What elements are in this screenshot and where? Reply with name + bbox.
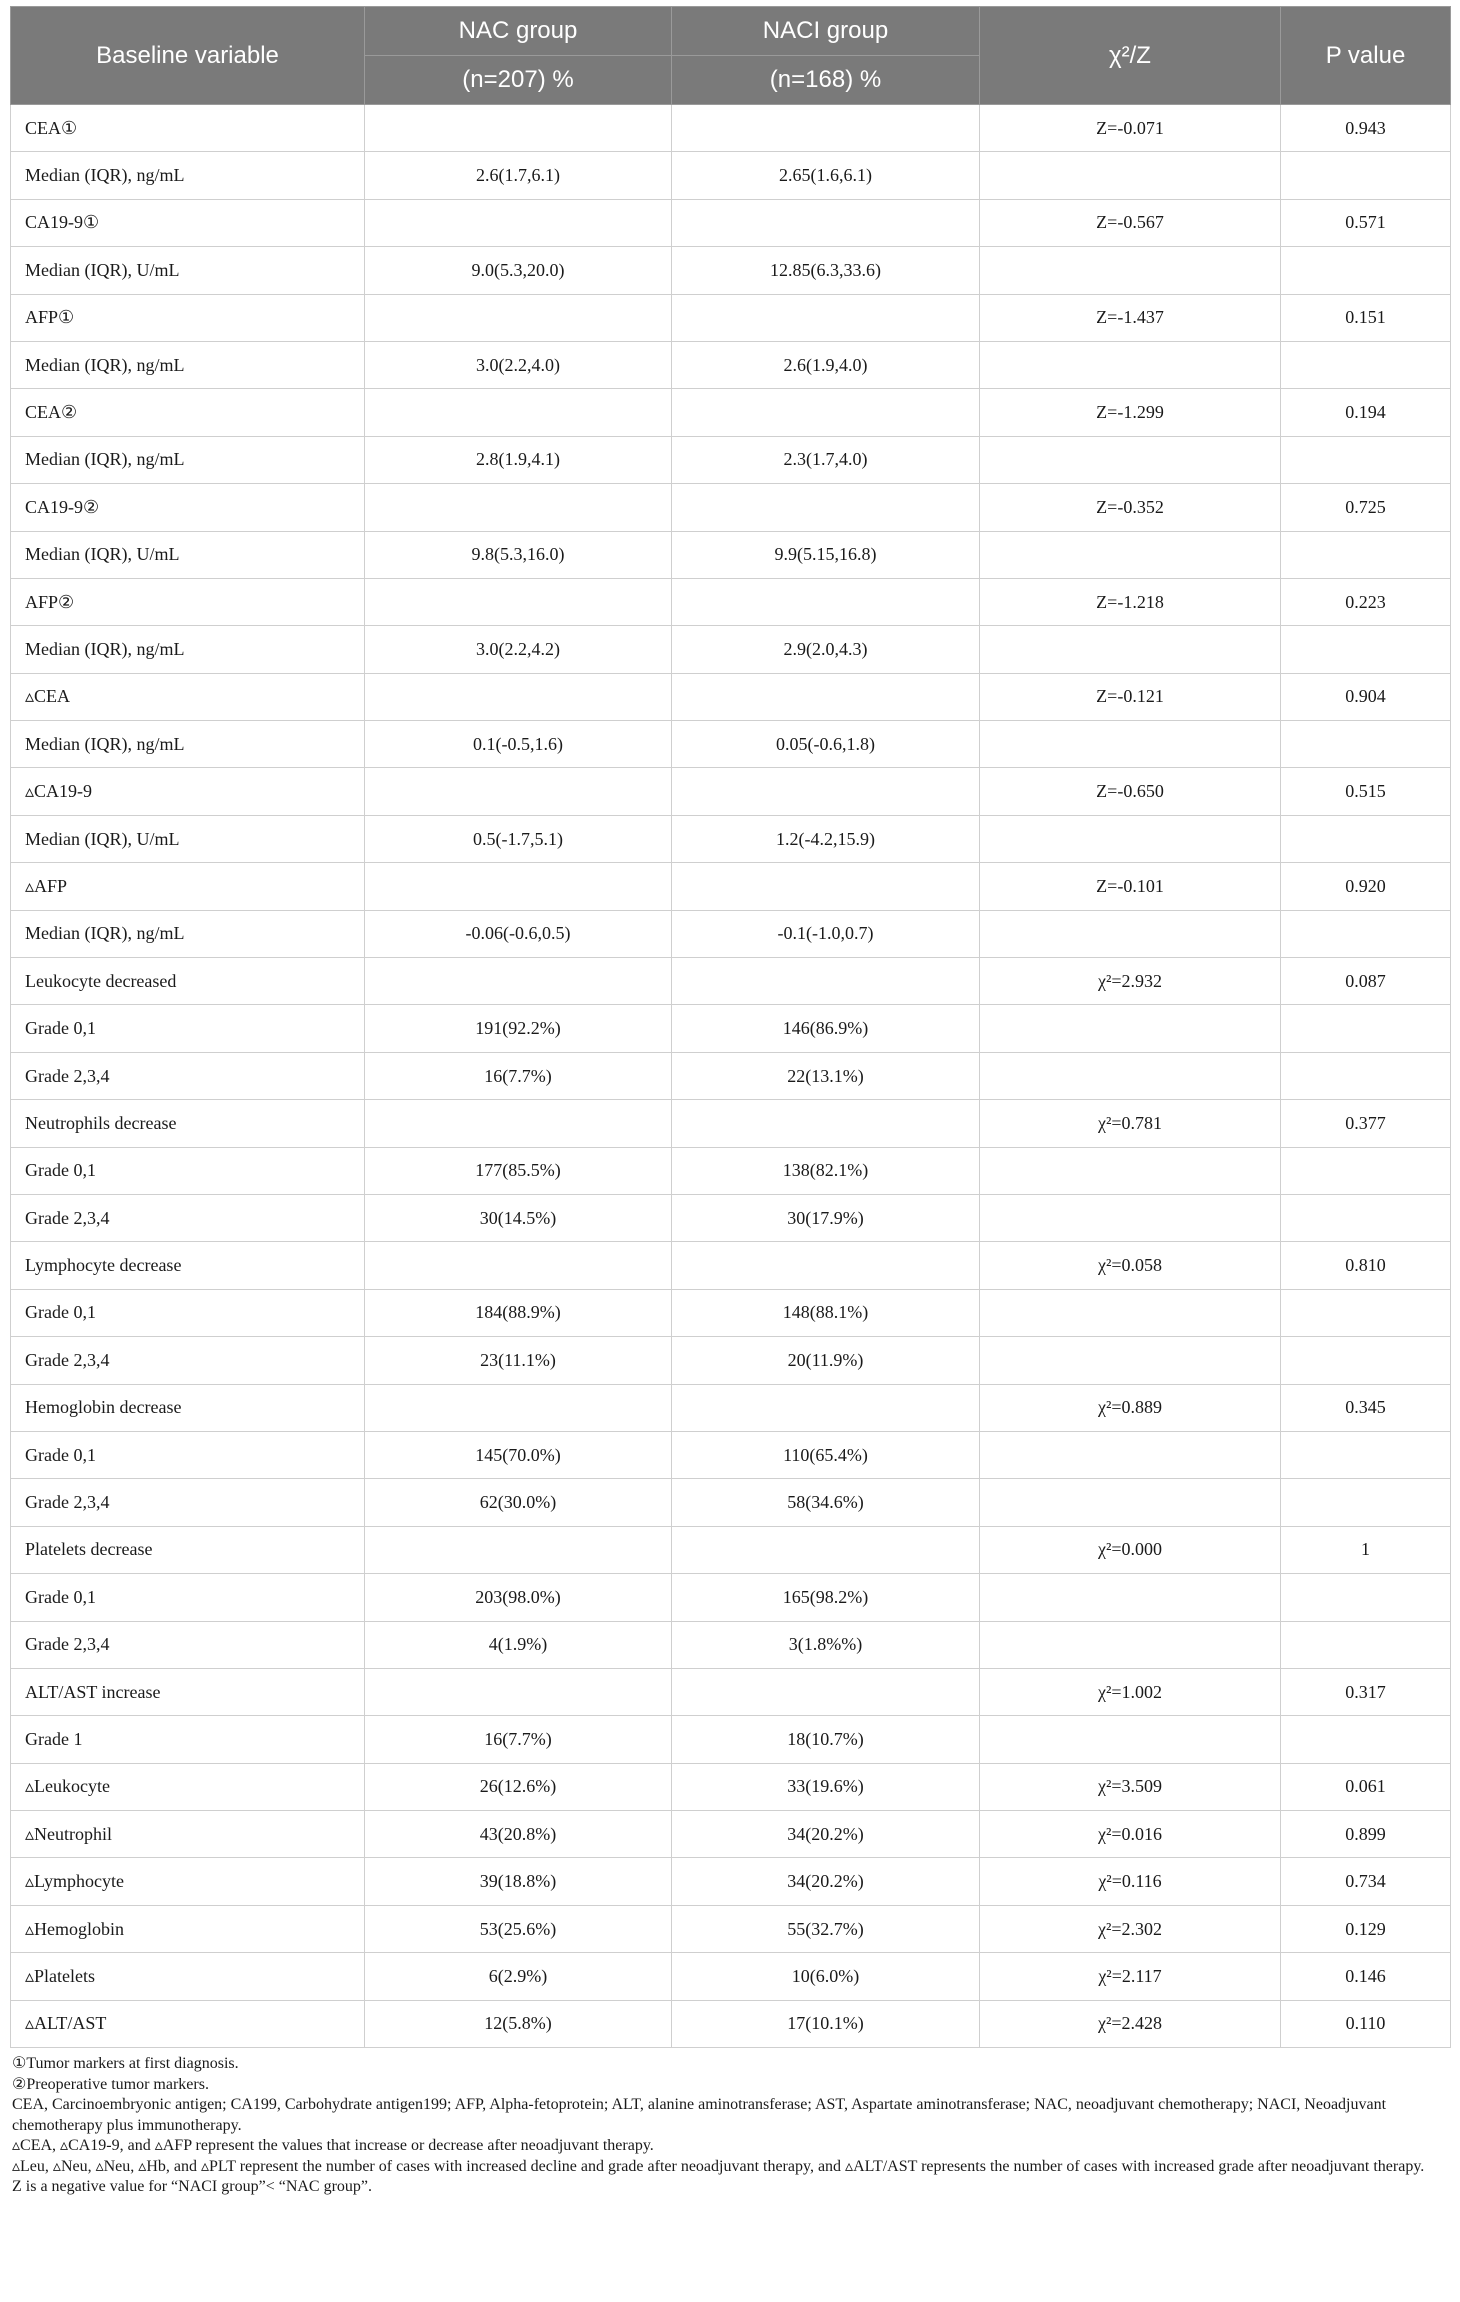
cell-naci: 10(6.0%) — [672, 1953, 980, 2000]
cell-p-value — [1281, 1431, 1451, 1478]
table-row — [11, 1005, 1451, 1052]
cell-p-value: 0.087 — [1281, 958, 1451, 1005]
cell-p-value: 0.061 — [1281, 1763, 1451, 1810]
cell-variable: Grade 0,1 — [11, 1574, 365, 1621]
cell-statistic: Z=-0.352 — [980, 484, 1281, 531]
table-row — [11, 436, 1451, 483]
cell-p-value: 0.377 — [1281, 1100, 1451, 1147]
header-naci-group: NACI group — [672, 7, 980, 56]
baseline-table — [10, 6, 1451, 2048]
cell-p-value: 0.223 — [1281, 578, 1451, 625]
table-row — [11, 1526, 1451, 1573]
cell-statistic: χ²=0.889 — [980, 1384, 1281, 1431]
cell-naci: 2.6(1.9,4.0) — [672, 341, 980, 388]
cell-p-value — [1281, 626, 1451, 673]
cell-statistic — [980, 1479, 1281, 1526]
table-row — [11, 1953, 1451, 2000]
cell-nac: 53(25.6%) — [365, 1905, 672, 1952]
cell-nac: 203(98.0%) — [365, 1574, 672, 1621]
cell-variable: Median (IQR), U/mL — [11, 531, 365, 578]
cell-p-value: 0.194 — [1281, 389, 1451, 436]
cell-nac — [365, 863, 672, 910]
cell-statistic: Z=-0.101 — [980, 863, 1281, 910]
cell-variable: ▵Hemoglobin — [11, 1905, 365, 1952]
cell-p-value: 0.345 — [1281, 1384, 1451, 1431]
cell-p-value — [1281, 152, 1451, 199]
cell-nac: 0.1(-0.5,1.6) — [365, 721, 672, 768]
header-baseline-variable: Baseline variable — [11, 7, 365, 105]
cell-p-value — [1281, 1052, 1451, 1099]
cell-nac — [365, 294, 672, 341]
table-row — [11, 2000, 1451, 2047]
table-row — [11, 1100, 1451, 1147]
cell-p-value: 0.110 — [1281, 2000, 1451, 2047]
cell-p-value: 0.151 — [1281, 294, 1451, 341]
cell-nac: 177(85.5%) — [365, 1147, 672, 1194]
cell-p-value — [1281, 1194, 1451, 1241]
cell-statistic: Z=-1.437 — [980, 294, 1281, 341]
cell-variable: Median (IQR), ng/mL — [11, 152, 365, 199]
cell-naci: 2.65(1.6,6.1) — [672, 152, 980, 199]
cell-naci — [672, 958, 980, 1005]
cell-statistic: χ²=0.058 — [980, 1242, 1281, 1289]
cell-nac — [365, 484, 672, 531]
cell-naci: 2.9(2.0,4.3) — [672, 626, 980, 673]
cell-naci: 33(19.6%) — [672, 1763, 980, 1810]
table-header — [11, 7, 1451, 105]
cell-statistic — [980, 1621, 1281, 1668]
table-row — [11, 1811, 1451, 1858]
table-row — [11, 152, 1451, 199]
table-row — [11, 626, 1451, 673]
cell-p-value — [1281, 815, 1451, 862]
cell-nac: 4(1.9%) — [365, 1621, 672, 1668]
table-row — [11, 294, 1451, 341]
cell-nac — [365, 578, 672, 625]
table-row — [11, 1384, 1451, 1431]
cell-statistic: Z=-0.650 — [980, 768, 1281, 815]
cell-variable: Leukocyte decreased — [11, 958, 365, 1005]
cell-statistic: Z=-1.299 — [980, 389, 1281, 436]
cell-variable: Grade 2,3,4 — [11, 1621, 365, 1668]
cell-statistic: Z=-0.567 — [980, 199, 1281, 246]
footnote: CEA, Carcinoembryonic antigen; CA199, Carbohydrate antigen199; AFP, Alpha-fetoprotein; ALT, alanine aminotransferase; AST, Aspartate aminotransferase; NAC, neoadjuvant chemotherapy; NACI, Neoadjuvant chemotherapy plus immunotherapy. — [12, 2096, 1387, 2134]
table-container — [10, 6, 1450, 2198]
cell-p-value — [1281, 1479, 1451, 1526]
cell-statistic — [980, 1289, 1281, 1336]
cell-naci — [672, 673, 980, 720]
cell-naci — [672, 1100, 980, 1147]
cell-naci: 3(1.8%%) — [672, 1621, 980, 1668]
cell-statistic: Z=-1.218 — [980, 578, 1281, 625]
cell-variable: Neutrophils decrease — [11, 1100, 365, 1147]
cell-nac — [365, 1526, 672, 1573]
cell-variable: Grade 0,1 — [11, 1289, 365, 1336]
cell-variable: Grade 2,3,4 — [11, 1052, 365, 1099]
cell-nac: 16(7.7%) — [365, 1716, 672, 1763]
cell-variable: ▵Leukocyte — [11, 1763, 365, 1810]
cell-variable: ▵Platelets — [11, 1953, 365, 2000]
cell-variable: Grade 2,3,4 — [11, 1194, 365, 1241]
cell-naci: 34(20.2%) — [672, 1858, 980, 1905]
cell-p-value: 1 — [1281, 1526, 1451, 1573]
table-row — [11, 1289, 1451, 1336]
cell-variable: ▵Lymphocyte — [11, 1858, 365, 1905]
cell-statistic — [980, 152, 1281, 199]
cell-naci: 146(86.9%) — [672, 1005, 980, 1052]
cell-variable: Median (IQR), ng/mL — [11, 626, 365, 673]
cell-nac: -0.06(-0.6,0.5) — [365, 910, 672, 957]
table-row — [11, 1716, 1451, 1763]
cell-statistic: χ²=1.002 — [980, 1668, 1281, 1715]
cell-nac: 191(92.2%) — [365, 1005, 672, 1052]
cell-naci: 2.3(1.7,4.0) — [672, 436, 980, 483]
cell-nac: 2.8(1.9,4.1) — [365, 436, 672, 483]
cell-nac — [365, 199, 672, 246]
cell-statistic: χ²=0.000 — [980, 1526, 1281, 1573]
table-row — [11, 815, 1451, 862]
footnote: ①Tumor markers at first diagnosis. — [12, 2055, 239, 2073]
cell-statistic: Z=-0.071 — [980, 105, 1281, 152]
table-row — [11, 1052, 1451, 1099]
header-naci-n: (n=168) % — [672, 56, 980, 105]
cell-naci — [672, 1668, 980, 1715]
cell-variable: CA19-9① — [11, 199, 365, 246]
cell-statistic — [980, 910, 1281, 957]
cell-variable: Median (IQR), U/mL — [11, 815, 365, 862]
cell-p-value: 0.725 — [1281, 484, 1451, 531]
table-row — [11, 1337, 1451, 1384]
cell-nac: 2.6(1.7,6.1) — [365, 152, 672, 199]
table-row — [11, 1858, 1451, 1905]
cell-naci: 30(17.9%) — [672, 1194, 980, 1241]
cell-p-value — [1281, 247, 1451, 294]
table-row — [11, 1479, 1451, 1526]
table-row — [11, 768, 1451, 815]
cell-nac — [365, 1668, 672, 1715]
cell-variable: Grade 2,3,4 — [11, 1479, 365, 1526]
table-body — [11, 105, 1451, 2048]
cell-statistic: χ²=0.116 — [980, 1858, 1281, 1905]
table-row — [11, 673, 1451, 720]
cell-p-value — [1281, 341, 1451, 388]
cell-statistic — [980, 815, 1281, 862]
cell-variable: CEA② — [11, 389, 365, 436]
header-nac-group: NAC group — [365, 7, 672, 56]
header-p-value: P value — [1281, 7, 1451, 105]
table-row — [11, 247, 1451, 294]
cell-nac — [365, 768, 672, 815]
cell-p-value — [1281, 1621, 1451, 1668]
cell-p-value — [1281, 721, 1451, 768]
cell-nac — [365, 958, 672, 1005]
cell-variable: Grade 2,3,4 — [11, 1337, 365, 1384]
table-row — [11, 531, 1451, 578]
cell-p-value — [1281, 531, 1451, 578]
cell-p-value — [1281, 910, 1451, 957]
cell-naci: 0.05(-0.6,1.8) — [672, 721, 980, 768]
table-row — [11, 484, 1451, 531]
cell-nac — [365, 1100, 672, 1147]
cell-p-value: 0.734 — [1281, 1858, 1451, 1905]
table-row — [11, 199, 1451, 246]
cell-naci: 55(32.7%) — [672, 1905, 980, 1952]
cell-variable: Platelets decrease — [11, 1526, 365, 1573]
footnote: ▵Leu, ▵Neu, ▵Neu, ▵Hb, and ▵PLT represent the number of cases with increased decline and grade after neoadjuvant therapy, and ▵ALT/AST represents the number of cases with increased grade after neoadjuvant therapy. — [12, 2157, 1425, 2175]
table-row — [11, 341, 1451, 388]
cell-naci: 20(11.9%) — [672, 1337, 980, 1384]
cell-p-value — [1281, 1716, 1451, 1763]
cell-naci: 138(82.1%) — [672, 1147, 980, 1194]
cell-naci: 58(34.6%) — [672, 1479, 980, 1526]
table-row — [11, 721, 1451, 768]
cell-naci — [672, 199, 980, 246]
cell-statistic: χ²=2.117 — [980, 1953, 1281, 2000]
cell-nac: 26(12.6%) — [365, 1763, 672, 1810]
cell-naci: 165(98.2%) — [672, 1574, 980, 1621]
cell-p-value: 0.571 — [1281, 199, 1451, 246]
table-footnotes — [10, 2054, 1450, 2198]
cell-variable: ALT/AST increase — [11, 1668, 365, 1715]
cell-nac: 43(20.8%) — [365, 1811, 672, 1858]
cell-naci — [672, 389, 980, 436]
cell-p-value: 0.146 — [1281, 1953, 1451, 2000]
cell-p-value: 0.920 — [1281, 863, 1451, 910]
cell-statistic: χ²=3.509 — [980, 1763, 1281, 1810]
cell-statistic — [980, 1431, 1281, 1478]
cell-nac — [365, 389, 672, 436]
cell-naci: 1.2(-4.2,15.9) — [672, 815, 980, 862]
cell-p-value — [1281, 1574, 1451, 1621]
cell-variable: Hemoglobin decrease — [11, 1384, 365, 1431]
cell-variable: Grade 0,1 — [11, 1147, 365, 1194]
cell-nac: 62(30.0%) — [365, 1479, 672, 1526]
cell-p-value: 0.129 — [1281, 1905, 1451, 1952]
cell-naci: 18(10.7%) — [672, 1716, 980, 1763]
cell-p-value — [1281, 1147, 1451, 1194]
header-nac-n: (n=207) % — [365, 56, 672, 105]
cell-naci: 22(13.1%) — [672, 1052, 980, 1099]
cell-naci: 9.9(5.15,16.8) — [672, 531, 980, 578]
header-chi-z: χ²/Z — [980, 7, 1281, 105]
cell-variable: ▵CEA — [11, 673, 365, 720]
table-row — [11, 1242, 1451, 1289]
cell-p-value — [1281, 1289, 1451, 1336]
cell-statistic: χ²=0.016 — [980, 1811, 1281, 1858]
cell-variable: Lymphocyte decrease — [11, 1242, 365, 1289]
cell-variable: ▵ALT/AST — [11, 2000, 365, 2047]
cell-naci: 110(65.4%) — [672, 1431, 980, 1478]
cell-naci — [672, 294, 980, 341]
cell-statistic — [980, 1194, 1281, 1241]
cell-statistic — [980, 436, 1281, 483]
cell-naci — [672, 578, 980, 625]
cell-naci — [672, 1526, 980, 1573]
cell-statistic — [980, 1574, 1281, 1621]
cell-naci: 34(20.2%) — [672, 1811, 980, 1858]
cell-nac: 145(70.0%) — [365, 1431, 672, 1478]
cell-p-value: 0.317 — [1281, 1668, 1451, 1715]
cell-statistic — [980, 721, 1281, 768]
cell-p-value: 0.515 — [1281, 768, 1451, 815]
cell-nac: 12(5.8%) — [365, 2000, 672, 2047]
cell-variable: Grade 0,1 — [11, 1005, 365, 1052]
cell-variable: Median (IQR), ng/mL — [11, 341, 365, 388]
cell-statistic — [980, 341, 1281, 388]
cell-statistic — [980, 1716, 1281, 1763]
cell-nac: 6(2.9%) — [365, 1953, 672, 2000]
cell-nac: 16(7.7%) — [365, 1052, 672, 1099]
cell-p-value — [1281, 1005, 1451, 1052]
table-row — [11, 1147, 1451, 1194]
table-row — [11, 578, 1451, 625]
cell-nac: 23(11.1%) — [365, 1337, 672, 1384]
cell-variable: CEA① — [11, 105, 365, 152]
cell-variable: Grade 1 — [11, 1716, 365, 1763]
table-row — [11, 1574, 1451, 1621]
cell-nac — [365, 1384, 672, 1431]
cell-statistic — [980, 1337, 1281, 1384]
table-row — [11, 863, 1451, 910]
cell-statistic: χ²=0.781 — [980, 1100, 1281, 1147]
cell-variable: AFP② — [11, 578, 365, 625]
cell-variable: AFP① — [11, 294, 365, 341]
cell-nac — [365, 673, 672, 720]
cell-naci: 12.85(6.3,33.6) — [672, 247, 980, 294]
cell-statistic — [980, 626, 1281, 673]
cell-naci — [672, 768, 980, 815]
cell-naci — [672, 1242, 980, 1289]
cell-nac: 184(88.9%) — [365, 1289, 672, 1336]
cell-statistic — [980, 1052, 1281, 1099]
cell-statistic: Z=-0.121 — [980, 673, 1281, 720]
cell-variable: Median (IQR), ng/mL — [11, 721, 365, 768]
cell-variable: Median (IQR), ng/mL — [11, 910, 365, 957]
cell-naci — [672, 105, 980, 152]
table-row — [11, 958, 1451, 1005]
cell-statistic — [980, 531, 1281, 578]
cell-nac — [365, 105, 672, 152]
table-row — [11, 1621, 1451, 1668]
table-row — [11, 105, 1451, 152]
cell-variable: ▵Neutrophil — [11, 1811, 365, 1858]
table-row — [11, 1194, 1451, 1241]
cell-variable: Median (IQR), ng/mL — [11, 436, 365, 483]
cell-nac: 30(14.5%) — [365, 1194, 672, 1241]
cell-p-value: 0.904 — [1281, 673, 1451, 720]
cell-naci: 148(88.1%) — [672, 1289, 980, 1336]
cell-p-value — [1281, 1337, 1451, 1384]
cell-variable: ▵CA19-9 — [11, 768, 365, 815]
table-row — [11, 389, 1451, 436]
cell-variable: CA19-9② — [11, 484, 365, 531]
cell-nac: 39(18.8%) — [365, 1858, 672, 1905]
cell-variable: Grade 0,1 — [11, 1431, 365, 1478]
cell-nac: 3.0(2.2,4.2) — [365, 626, 672, 673]
cell-naci — [672, 863, 980, 910]
table-row — [11, 1431, 1451, 1478]
cell-statistic — [980, 1147, 1281, 1194]
footnote: Z is a negative value for “NACI group”< “NAC group”. — [12, 2178, 373, 2196]
cell-statistic — [980, 247, 1281, 294]
cell-naci: -0.1(-1.0,0.7) — [672, 910, 980, 957]
cell-statistic: χ²=2.428 — [980, 2000, 1281, 2047]
cell-nac: 9.0(5.3,20.0) — [365, 247, 672, 294]
table-row — [11, 1905, 1451, 1952]
table-row — [11, 1763, 1451, 1810]
footnote: ②Preoperative tumor markers. — [12, 2075, 209, 2093]
cell-p-value: 0.899 — [1281, 1811, 1451, 1858]
table-row — [11, 910, 1451, 957]
cell-naci — [672, 1384, 980, 1431]
cell-variable: Median (IQR), U/mL — [11, 247, 365, 294]
cell-p-value: 0.810 — [1281, 1242, 1451, 1289]
cell-nac: 0.5(-1.7,5.1) — [365, 815, 672, 862]
cell-statistic — [980, 1005, 1281, 1052]
cell-nac — [365, 1242, 672, 1289]
cell-naci: 17(10.1%) — [672, 2000, 980, 2047]
cell-variable: ▵AFP — [11, 863, 365, 910]
footnote: ▵CEA, ▵CA19-9, and ▵AFP represent the values that increase or decrease after neoadjuvant therapy. — [12, 2137, 654, 2155]
table-row — [11, 1668, 1451, 1715]
cell-p-value — [1281, 436, 1451, 483]
cell-statistic: χ²=2.932 — [980, 958, 1281, 1005]
cell-naci — [672, 484, 980, 531]
cell-nac: 3.0(2.2,4.0) — [365, 341, 672, 388]
cell-nac: 9.8(5.3,16.0) — [365, 531, 672, 578]
cell-p-value: 0.943 — [1281, 105, 1451, 152]
cell-statistic: χ²=2.302 — [980, 1905, 1281, 1952]
